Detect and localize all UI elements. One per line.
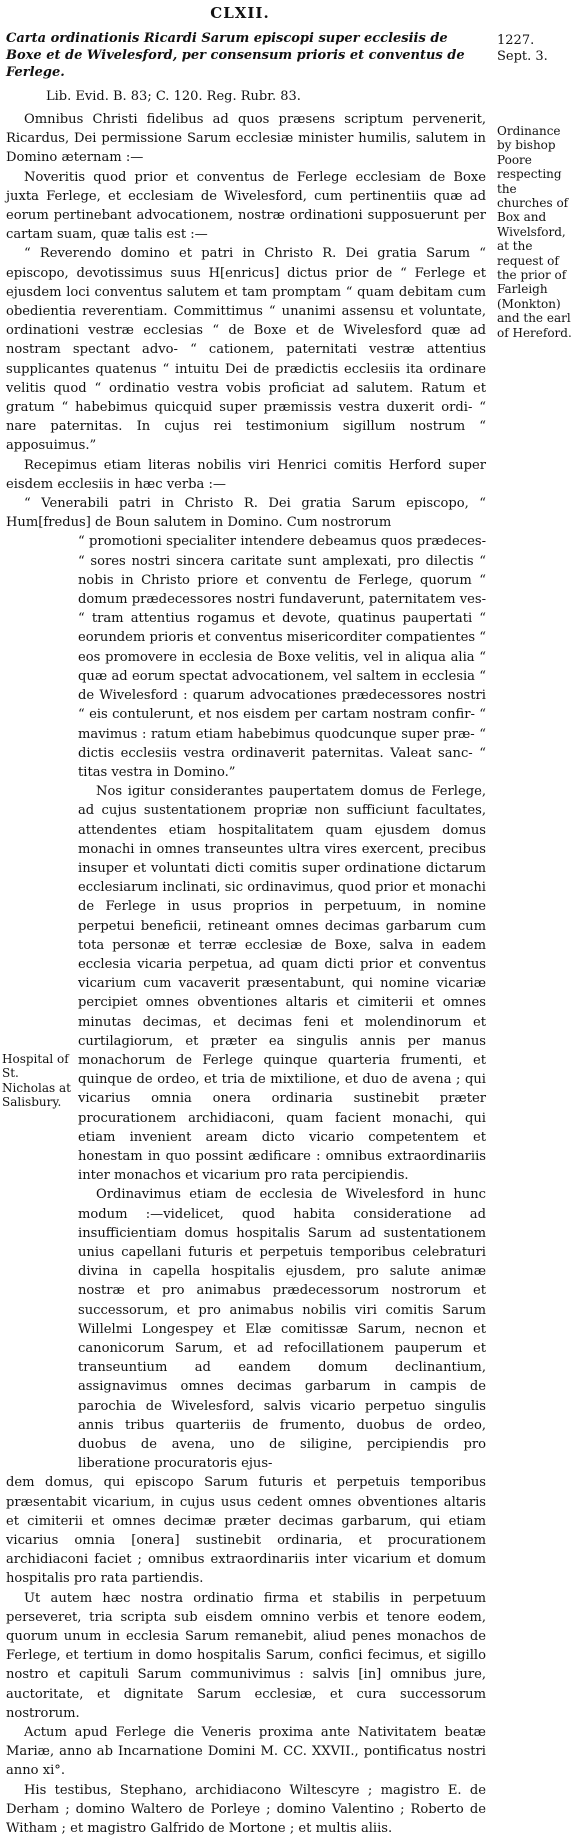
paragraph-box-ordinance: Nos igitur considerantes paupertatem domus de Ferlege, ad cujus sustentationem propriæ non sufficiunt facultates, attendentes etiam hospitalitatem quam ejusdem domus monachi in omnes transeuntes ultra vires exercent, precibus insuper et voluntati dicti comitis super ordinatione dictarum ecclesiarum inclinati, sic ordinavimus, quod prior et monachi de Ferlege in usus proprios in perpetuum, in nomine perpetui beneficii, retineant omnes decimas garbarum cum tota personæ et terræ ecclesiæ de Boxe, salva in eadem ecclesia vicaria perpetua, ad quam dicti prior et conventus vicarium cum vacaverit præsentabunt, qui nomine vicariæ percipiet omnes obventiones altaris et cimiterii et omnes minutas decimas, et decimas feni et molendinorum et curtilagiorum, et præter ea singulis annis per manus monachorum de Ferlege quinque quarteria frumenti, et quinque de ordeo, et tria de mixtilione, et duo de avena ; qui vicarius omnia onera ordinaria sustinebit præter procurationem archidiaconi, quam facient monachi, qui etiam invenient aream dicto vicario competentem et honestam in quo possint ædificare : omnibus extraordinariis inter monachos et vicarium pro rata percipiendis. [78,784,486,1184]
paragraph-earl-letter-start: “ Venerabili patri in Christo R. Dei gratia Sarum episcopo, “ Hum[fredus] de Boun salutem in Domino. Cum nostrorum [6,496,486,531]
main-text [6,110,486,1838]
paragraph-greeting: Omnibus Christi fidelibus ad quos præsens scriptum pervenerit, Ricardus, Dei permissione Sarum ecclesiæ minister humilis, salutem in Domino æternam :— [6,112,486,166]
margin-note-ordinance: Ordinance by bishop Poore respecting the churches of Box and Wivelsford, at the request of the prior of Farleigh (Monkton) and the earl of Hereford. [497,124,572,340]
paragraph-prior-letter: “ Reverendo domino et patri in Christo R. Dei gratia Sarum “ episcopo, devotissimus suus H[enricus] dictus prior de “ Ferlege et ejusdem loci conventus salutem et tam promptam “ quam debitam cum obedientia reverentiam. Committimus “ unanimi assensu et voluntate, ordinationi vestræ ecclesias “ de Boxe et de Wivelesford quæ ad nostram spectant advo- “ cationem, paternitati vestræ attentius supplicantes quatenus “ intuitu Dei de prædictis ecclesiis ita ordinare velitis quod “ ordinatio vestra vobis proficiat ad salutem. Ratum et gratum “ habebimus quicquid super præmissis vestra duxerit ordi- “ nare paternitas. In cujus rei testimonium sigillum nostrum “ apposuimus.” [6,246,486,454]
date-day: Sept. 3. [497,49,548,64]
paragraph-wivelesford-ordinance: Ordinavimus etiam de ecclesia de Wivelesford in hunc modum :—videlicet, quod habita consideratione ad insufficientiam domus hospitalis Sarum ad sustentationem unius capellani futuris et perpetuis temporibus celebraturi divina in capella hospitalis ejusdem, pro salute animæ nostræ et pro animabus prædecessorum nostrorum et successorum, et pro animabus nobilis viri comitis Sarum Willelmi Longespey et Elæ comitissæ Sarum, necnon et canonicorum Sarum, et ad refocillationem pauperum et transeuntium ad eandem domum declinantium, assignavimus omnes decimas garbarum in campis de parochia de Wivelesford, salvis vicario perpetuo singulis annis tribus quarteriis de frumento, duobus de ordeo, duobus de avena, uno de siligine, percipiendis pro liberatione procuratoris ejus- [78,1187,486,1472]
charter-date [497,33,573,65]
paragraph-dating: Actum apud Ferlege die Veneris proxima ante Nativitatem beatæ Mariæ, anno ab Incarnatione Domini M. CC. XXVII., pontificatus nostri anno xi°. [6,1725,486,1779]
charter-title: Carta ordinationis Ricardi Sarum episcopi super ecclesiis de Boxe et de Wivelesford, per consensum prioris et conventus de Ferlege. [6,31,465,80]
source-reference: Lib. Evid. B. 83; C. 120. Reg. Rubr. 83. [46,89,301,104]
paragraph-earl-intro: Recepimus etiam literas nobilis viri Henrici comitis Herford super eisdem ecclesiis in hæc verba :— [6,457,486,492]
paragraph-wivelesford-continued: dem domus, qui episcopo Sarum futuris et perpetuis temporibus præsentabit vicarium, in cujus usus cedent omnes obventiones altaris et cimiterii et omnes decimæ præter decimas garbarum, qui etiam vicarius omnia [onera] sustinebit ordinaria, et procurationem archidiaconi faciet ; omnibus extraordinariis inter vicarium et domum hospitalis pro rata partiendis. [6,1475,486,1587]
charter-number: CLXII. [210,4,270,22]
date-year: 1227. [497,33,535,48]
margin-note-hospital: Hospital of St. Nicholas at Salisbury. [2,1052,71,1110]
paragraph-sealing: Ut autem hæc nostra ordinatio firma et stabilis in perpetuum perseveret, tria scripta sub eisdem omnino verbis et tenore eodem, quorum unum in ecclesia Sarum remanebit, aliud penes monachos de Ferlege, et tertium in domo hospitalis Sarum, confici fecimus, et sigillo nostro et capituli Sarum communivimus : salvis [in] omnibus jure, auctoritate, et dignitate Sarum ecclesiæ, et cura successorum nostrorum. [6,1590,486,1721]
paragraph-earl-letter: “ promotioni specialiter intendere debeamus quos prædeces- “ sores nostri sincera caritate sunt amplexati, pro dilectis “ nobis in Christo priore et conventu de Ferlege, quorum “ domum prædecessores nostri fundaverunt, paternitatem ves- “ tram attentius rogamus et devote, quatinus paupertati “ eorundem prioris et conventus misericorditer compatientes “ eos promovere in ecclesia de Boxe velitis, vel in aliqua alia “ quæ ad eorum spectat advocationem, vel saltem in ecclesia “ de Wivelesford : quarum advocationes prædecessores nostri “ eis contulerunt, et nos eisdem per cartam nostram confir- “ mavimus : ratum etiam habebimus quodcunque super præ- “ dictis ecclesiis vestra ordinaverit paternitas. Valeat sanc- “ titas vestra in Domino.” [78,534,486,780]
paragraph-noveritis: Noveritis quod prior et conventus de Ferlege ecclesiam de Boxe juxta Ferlege, et ecclesiam de Wivelesford, cum pertinentiis quæ ad eorum pertinebant advocationem, nostræ ordinationi supposuerunt per cartam suam, quæ talis est :— [6,169,486,243]
paragraph-witnesses: His testibus, Stephano, archidiacono Wiltescyre ; magistro E. de Derham ; domino Waltero de Porleye ; domino Valentino ; Roberto de Witham ; et magistro Galfrido de Mortone ; et multis aliis. [6,1782,486,1837]
